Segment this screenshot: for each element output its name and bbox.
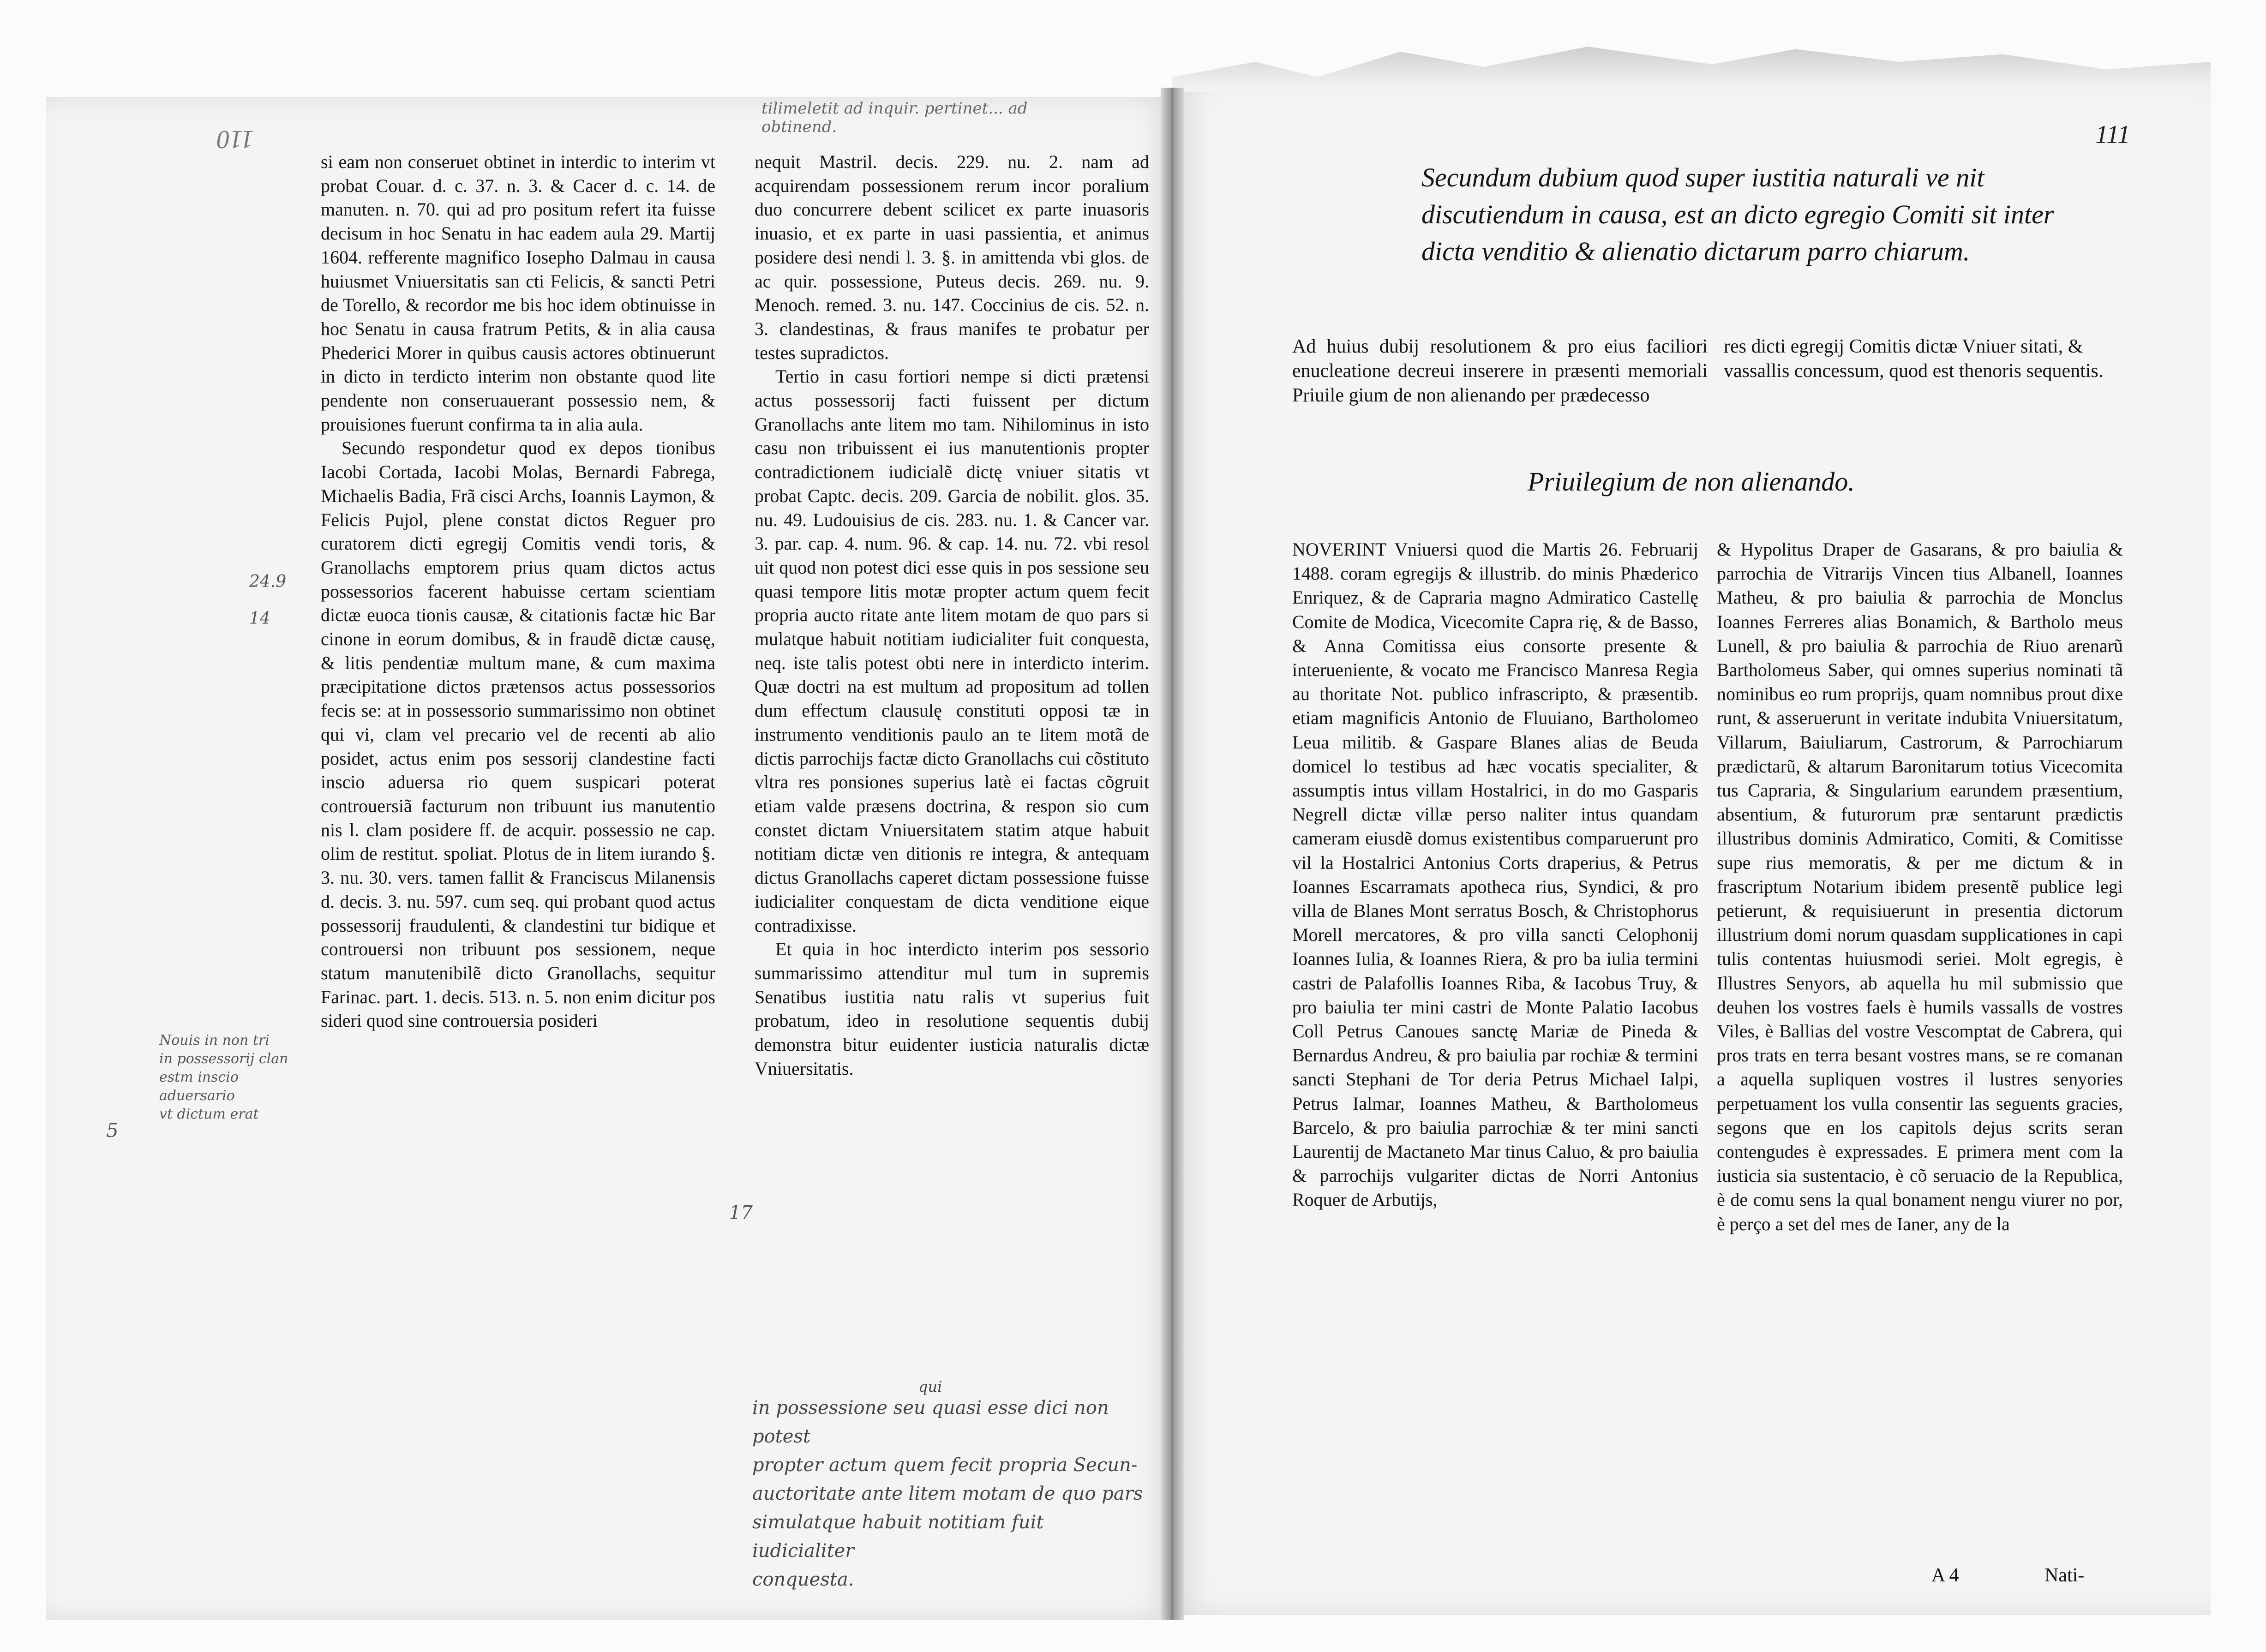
- handwritten-line: auctoritate ante litem motam de quo pars: [752, 1483, 1143, 1504]
- handwritten-line: Nouis in non tri: [159, 1032, 270, 1048]
- paragraph: si eam non conseruet obtinet in interdic to interim vt probat Couar. d. c. 37. n. 3. & Cacer d. c. 14. de manuten. n. 70. qui ad pro positum refert ita fuisse decisum in hoc Senatu in hac eadem aula 29. Martij 1604. refferente magnifico Iosepho Dalmau in causa huiusmet Vniuersitatis san cti Felicis, & sancti Petri de Torello, & recordor me bis hoc idem obtinuisse in hoc Senatu in causa fratrum Petits, & in alia causa Phederici Morer in quibus causis actores obtinuerunt in dicto in terdicto interim non obstante quod lite pendente non conseruauerant possessio nem, & prouisiones fuerunt confirma ta in alia aula.: [321, 151, 715, 435]
- intro-paragraph-right: res dicti egregij Comitis dictæ Vniuer sitati, & vassallis concessum, quod est thenoris sequentis.: [1724, 336, 2104, 382]
- margin-mark: 5: [106, 1119, 119, 1142]
- handwritten-margin-note: [159, 1031, 312, 1124]
- handwritten-line: propter actum quem fecit propria Secun-: [752, 1454, 1138, 1476]
- handwritten-bottom-note: [752, 1380, 1149, 1594]
- handwritten-line: estm inscio aduersario: [159, 1069, 239, 1104]
- intro-text: Ad huius dubij resolutionem & pro eius faciliori enucleatione decreui inserere in præsenti memoriali Priuile gium de non alienando per prædecesso: [1292, 336, 1708, 406]
- left-page-number: 110: [217, 125, 254, 154]
- signature-mark: A 4: [1931, 1565, 1959, 1586]
- margin-mark: 14: [249, 609, 270, 628]
- handwritten-line: conquesta.: [752, 1569, 854, 1590]
- right-page-number: 111: [2095, 120, 2130, 149]
- privilege-text: NOVERINT Vniuersi quod die Martis 26. Februarij 1488. coram egregijs & illustrib. do minis Phæderico Enriquez, & de Capraria magno Admiratico Castellę Comite de Modica, Vicecomite Capra rię, & de Basso, & Anna Comitissa eius consorte presente & interueniente, & vocato me Francisco Manresa Regia au thoritate Not. publico infrascripto, & præsentib. etiam magnificis Antonio de Fluuiano, Bartholomeo Leua militib. & Gaspare Blanes alias de Beuda domicel lo testibus ad hæc vocatis specialiter, & assumptis intus villam Hostalrici, in do mo Gasparis Negrell dictæ villæ perso naliter intus quandam cameram eiusdẽ domus existentibus comparuerunt pro vil la Hostalrici Antonius Corts draperius, & Petrus Ioannes Escarramats apotheca rius, Syndici, & pro villa de Blanes Mont serratus Bosch, & Christophorus Morell mercatores, & pro villa sancti Celophonij Ioannes Iulia, & Ioannes Riera, & pro ba iulia termini castri de Palafollis Ioannes Riba, & Iacobus Truy, & pro baiulia ter mini castri de Monte Palatio Iacobus Coll Petrus Canoues sanctę Mariæ de Pineda & Bernardus Andreu, & pro baiulia par rochiæ & termini sancti Stephani de Tor deria Petrus Michael Ialpi, Petrus Ialmar, Ioannes Matheu, & Bartholomeus Barcelo, & pro baiulia parrochiæ & ter mini sancti Laurentij de Mactaneto Mar tinus Caluo, & pro baiulia & parrochijs vulgariter dictas de Norri Antonius Roquer de Arbutijs,: [1292, 539, 1698, 1210]
- handwritten-line: simulatque habuit notitiam fuit iudicialiter: [752, 1512, 1044, 1562]
- intro-paragraph-left: [1292, 335, 1708, 408]
- paragraph: Secundo respondetur quod ex depos tionibus Iacobi Cortada, Iacobi Molas, Bernardi Fabrega, Michaelis Badia, Frã cisci Archs, Ioannis Laymon, & Felicis Pujol, plene constat dictos Reguer pro curatorem dicti egregij Comitis vendi toris, & Granollachs emptorem prius quam dictos actus possessorios facerent habuisse certam scientiam dictæ euoca tionis causæ, & citationis factæ hic Bar cinone in eorum domibus, & in fraudẽ dictæ causę, & litis pendentiæ multum mane, & cum maxima præcipitatione dictos prætensos actus possessorios fecis se: at in possessorio summarissimo non obtinet qui vi, clam vel precario vel de recenti ab alio posidet, actus enim pos sessorij clandestine facti inscio aduersa rio quem suspicari poterat controuersiã facturum non tribuunt ius manutentio nis l. clam posidere ff. de acquir. possessio ne cap. olim de restitut. spoliat. Plotus de in litem iurando §. 3. nu. 30. vers. tamen fallit & Franciscus Milanensis d. decis. 3. nu. 597. cum seq. qui probant quod actus possessorij fraudulenti, & clandestini tur bidique et controuersi non tribuunt pos sessionem, neque statum manutenibilẽ dicto Granollachs, sequitur Farinac. part. 1. decis. 513. n. 5. non enim dicitur pos sideri quod sine controuersia posideri: [321, 437, 715, 1031]
- book-gutter: [1161, 88, 1184, 1620]
- paragraph: Tertio in casu fortiori nempe si dicti prætensi actus possessorij facti fuissent per dictum Granollachs ante litem mo tam. Nihilominus in isto casu non tribuissent ei ius manutentionis propter contradictionem iudicialẽ dictę vniuer sitatis vt probat Captc. decis. 209. Garcia de nobilit. glos. 35. nu. 49. Ludouisius de cis. 283. nu. 1. & Cancer var. 3. par. cap. 4. num. 96. & cap. 14. nu. 72. vbi resol uit quod non potest dici esse quis in pos sessione seu quasi tempore litis motæ propter actum quem fecit propria aucto ritate ante litem motam de quo pars si mulatque habuit notitiam iudicialiter fuit conquesta, neq. iste talis potest obti nere in interdicto interim. Quæ doctri na est multum ad propositum ad tollen dum effectum clausulę constituti opposi tæ in instrumento venditionis paulo an te litem motã de dictis parrochijs factæ dicto Granollachs cui cõstituto vltra res ponsiones superius latè ei factas cõgruit etiam valde præsens doctrina, & respon sio cum constet dictam Vniuersitatem statim atque habuit notitiam dictæ ven ditionis re integra, & antequam dictus Granollachs caperet dictam possessione fuisse iudicialiter conquestam de dicta venditione eique contradixisse.: [755, 366, 1149, 936]
- margin-mark: 24.9: [249, 572, 287, 591]
- margin-mark: 17: [729, 1202, 753, 1223]
- paragraph: Et quia in hoc interdicto interim pos sessorio summarissimo attenditur mul tum in supremis Senatibus iustitia natu ralis vt superius fuit probatum, ideo in resolutione sequentis dubij demonstra bitur euidenter iusticia naturalis dictæ Vniuersitatis.: [755, 939, 1149, 1079]
- handwritten-line: qui: [918, 1378, 942, 1395]
- privilege-text-continued: & Hypolitus Draper de Gasarans, & pro baiulia & parrochia de Vitrarijs Vincen tius Albanell, Ioannes Matheu, & pro baiulia & parrochia de Monclus Ioannes Ferreres alias Bonamich, & Bartholo meus Lunell, & pro baiulia & parrochia de Riuo arenarũ Bartholomeus Saber, qui omnes superius nominati tã nominibus eo rum proprijs, quam nomnibus prout dixe runt, & asseruerunt in veritate indubita Vniuersitatum, Villarum, Baiuliarum, Castrorum, & Parrochiarum prædictarũ, & altarum Baronitarum totius Vicecomita tus Capraria, & Singularium earundem præsentium, absentium, & futurorum præ sentarunt prædictis illustribus dominis Admiratico, Comiti, & Comitisse supe rius memoratis, & per me dictum & in frascriptum Notarium ibidem presentẽ publice legi petierunt, & requisiuerunt in presentia dictorum illustrium domi norum quasdam supplicationes in capi tulis contentas huiusmodi seriei. Molt egregis, è Illustres Senyors, ab aquella hu mil submissio que deuhen los vostres faels è humils vassalls de vostres Viles, è Ballias del vostre Vescomptat de Cabrera, qui pros trats en terra besant vostres mans, se re comanan a aquella supliquen vostres il lustres senyories perpetuament los vulla consentir las seguents gracies, segons que en los capitols dejus scrits seran contengudes è expressades. E primera ment com la iusticia sia sustentacio, è cõ seruacio de la Republica, è de comu sens la qual bonament nengu viurer no por, è perço a set del mes de Ianer, any de la: [1717, 539, 2123, 1234]
- handwritten-header-note: tilimeletit ad inquir. pertinet... ad obtinend.: [761, 99, 1028, 136]
- handwritten-line: vt dictum erat: [159, 1106, 259, 1122]
- handwritten-line: in possessorij clan: [159, 1051, 288, 1067]
- section-heading: Secundum dubium quod super iustitia naturali ve nit discutiendum in causa, est an dicto egregio Comiti sit inter dicta venditio & alienatio dictarum parro chiarum.: [1421, 162, 2054, 266]
- privilege-subheading: Priuilegium de non alienando.: [1528, 467, 1855, 497]
- right-page-column-1: [1292, 538, 1698, 1212]
- handwritten-line: in possessione seu quasi esse dici non potest: [752, 1397, 1109, 1447]
- paragraph: nequit Mastril. decis. 229. nu. 2. nam ad acquirendam possessionem rerum incor poralium duo concurrere debent scilicet ex parte inuasoris inuasio, et ex parte in uasi passientia, et animus posidere desi nendi l. 3. §. in amittenda vbi glos. de ac quir. possessione, Puteus decis. 269. nu. 9. Menoch. remed. 3. nu. 147. Coccinius de cis. 52. n. 3. clandestinas, & fraus manifes te probatur per testes supradictos.: [755, 151, 1149, 363]
- left-page-column-1: [321, 150, 715, 1033]
- right-page-column-2: [1717, 538, 2123, 1236]
- torn-page-edge: [1172, 42, 2211, 92]
- left-page-column-2: [755, 150, 1149, 1080]
- catchword: Nati-: [2044, 1565, 2085, 1586]
